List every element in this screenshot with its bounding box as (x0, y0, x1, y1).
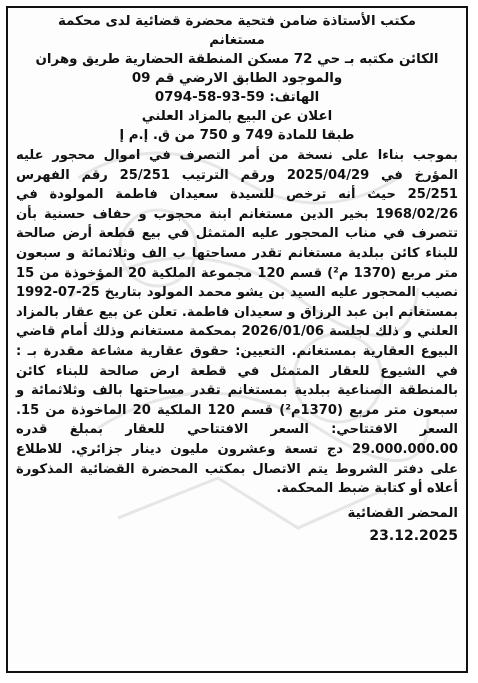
header-floor: والموجود الطابق الارضي قم 09 (131, 71, 343, 86)
header-address: الكائن مكتبه بـ حي 72 مسكن المنطقة الحضارية طريق وهران (35, 52, 439, 67)
header-phone: الهاتف: 59-93-58-0794 (154, 90, 320, 105)
notice-date: 23.12.2025 (369, 527, 458, 544)
notice-title: اعلان عن البيع بالمزاد العلني (141, 109, 333, 124)
signature: المحضر القضائية (347, 505, 458, 521)
notice-body: بموجب بناءا على نسخة من أمر التصرف في اموال محجور عليه المؤرخ في 2025/04/29 ورقم الترتيب 25/251 رقم الفهرس 25/251 حيث أنه ترخص للسيدة سعيدان فاطمة المولودة في 1968/02/26 بخير الدين مستغانم ابنة محجوب و حفاف حسنية بأن تتصرف في مناب المحجور عليه المتمثل في بيع قطعة أرض صالحة للبناء كائن ببلدية مستغانم تقدر مساحتها ب الف وثلاثمائة و سبعون متر مربع (1370 م²) قسم 120 مجموعة الملكية 20 المؤخوذة من 15 نصيب المحجور عليه السيد بن يشو محمد المولود بتاريخ 25-07-1992 بمستغانم ابن عبد الرزاق و سعيدان فاطمة. تعلن عن بيع عقار بالمزاد العلني و ذلك لجلسة 2026/01/06 بمحكمة مستغانم وذلك أمام قاضي البيوع العقارية بمستغانم. التعيين: حقوق عقارية مشاعة مقدرة بـ : في الشيوع للعقار المتمثل في قطعة ارض صالحة للبناء كائن بالمنطقة الصناعية ببلدية بمستغانم تقدر مساحتها بالف وثلاثمائة و سبعون متر مربع (1370م²) قسم 120 الملكية 20 الماخوذة من 15. السعر الافتتاحي: السعر الافتتاحي للعقار بمبلغ قدره 29.000.000.00 دج تسعة وعشرون مليون دينار جزائري. للاطلاع على دفتر الشروط يتم الاتصال بمكتب المحضرة القضائية المذكورة أعلاه أو كتابة ضبط المحكمة. (16, 148, 458, 497)
notice-content (8, 8, 466, 544)
legal-notice (6, 6, 468, 673)
legal-reference: طبقا للمادة 749 و 750 من ق. إ.م إ (119, 128, 355, 143)
header-city: مستغانم (209, 33, 265, 48)
header-office: مكتب الأستاذة ضامن فتحية محضرة قضائية لدى محكمة (58, 14, 416, 29)
